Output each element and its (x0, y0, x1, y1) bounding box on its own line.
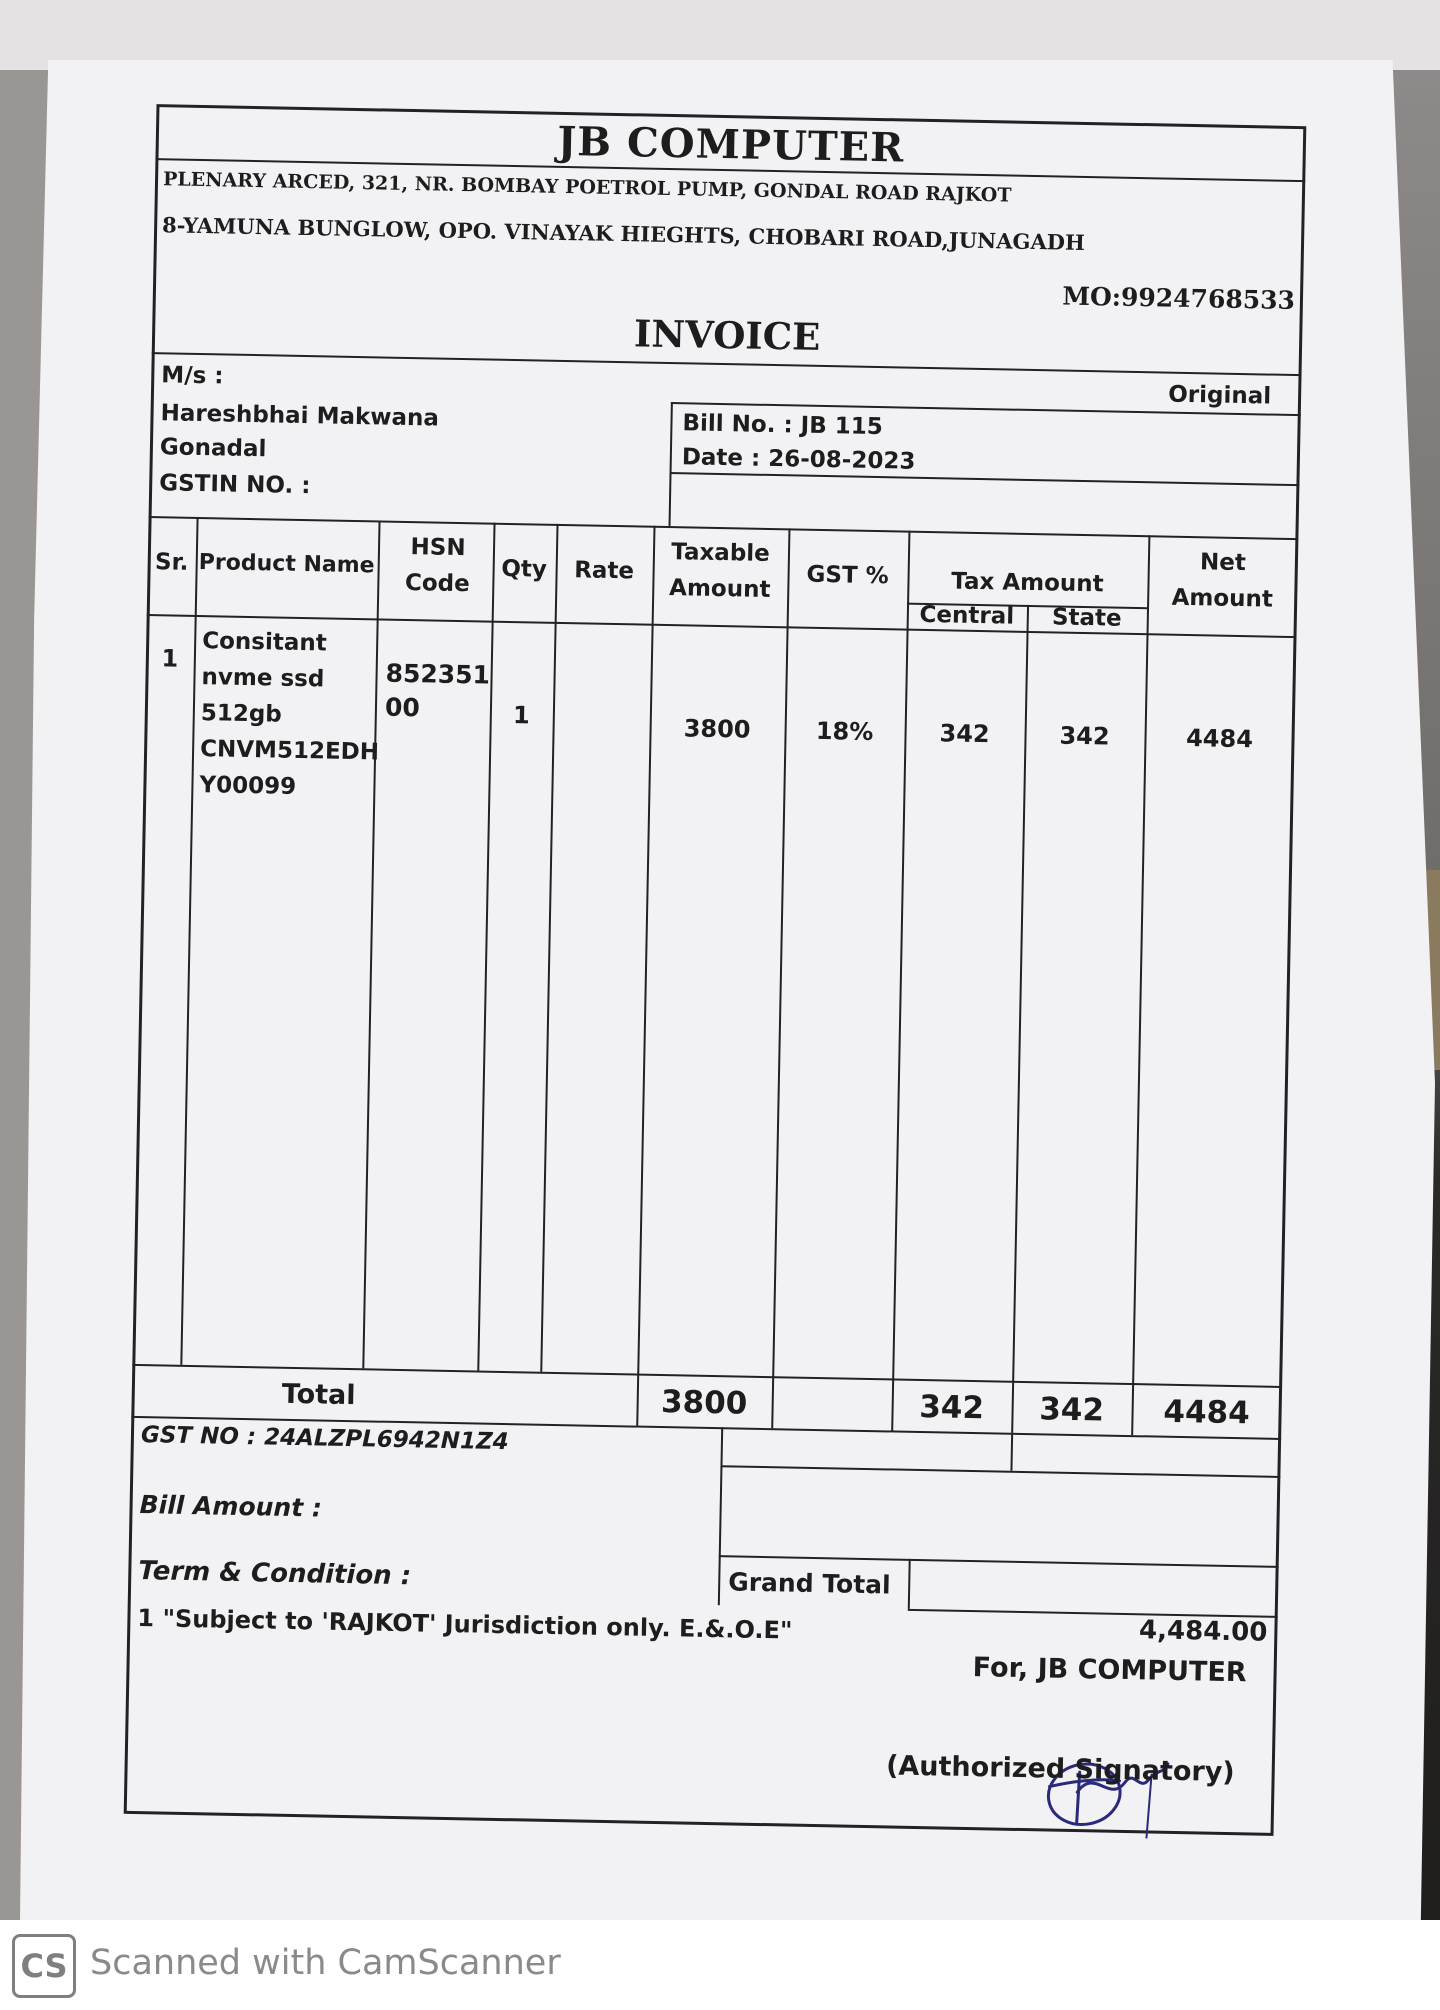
total-label: Total (281, 1378, 356, 1412)
camscanner-text: Scanned with CamScanner (90, 1943, 561, 1983)
row-qty: 1 (512, 701, 530, 730)
ms-label: M/s : (161, 362, 224, 390)
row-taxable: 3800 (683, 714, 751, 744)
header-rate: Rate (573, 557, 635, 585)
row-product-line: 512gb (200, 700, 283, 728)
copy-type: Original (1167, 381, 1272, 410)
header-tax-amount: Tax Amount (951, 568, 1104, 598)
total-central: 342 (918, 1389, 985, 1427)
shop-address-line1: PLENARY ARCED, 321, NR. BOMBAY POETROL PUMP, GONDAL ROAD RAJKOT (162, 168, 1012, 207)
for-company: For, JB COMPUTER (972, 1652, 1247, 1689)
camscanner-logo: CS (12, 1934, 76, 1998)
camscanner-footer (0, 1920, 1440, 2010)
document-title: INVOICE (633, 311, 821, 359)
grand-total-label: Grand Total (727, 1567, 891, 1600)
terms-text: 1 "Subject to 'RAJKOT' Jurisdiction only. E.&.O.E" (137, 1604, 793, 1645)
total-taxable: 3800 (660, 1384, 748, 1422)
header-gst: GST % (806, 561, 889, 590)
bill-amount-label: Bill Amount : (139, 1490, 323, 1523)
customer-name: Hareshbhai Makwana (160, 400, 440, 432)
row-net: 4484 (1185, 724, 1254, 754)
shop-mobile: MO:9924768533 (1062, 281, 1296, 316)
row-sr: 1 (161, 644, 179, 673)
row-gst: 18% (815, 716, 874, 746)
customer-city: Gonadal (159, 434, 267, 463)
row-central: 342 (939, 719, 990, 749)
header-net: Net Amount (1171, 549, 1274, 613)
header-hsn: HSN Code (404, 534, 470, 598)
gst-number: GST NO : 24ALZPL6942N1Z4 (140, 1422, 509, 1456)
row-state: 342 (1059, 721, 1110, 751)
header-qty: Qty (501, 555, 548, 583)
header-taxable: Taxable Amount (668, 539, 771, 603)
total-state: 342 (1038, 1391, 1105, 1429)
row-product-line: Y00099 (199, 772, 297, 800)
background-top (0, 0, 1440, 70)
row-product-line: Consitant (201, 628, 327, 657)
row-product (199, 623, 381, 806)
terms-label: Term & Condition : (138, 1556, 412, 1592)
signature (1038, 1731, 1180, 1844)
total-net: 4484 (1163, 1393, 1251, 1432)
row-hsn-line: 852351 (385, 658, 491, 690)
bill-date: Date : 26-08-2023 (681, 444, 916, 475)
authorized-signatory: (Authorized Signatory) (885, 1750, 1235, 1789)
gstin-label: GSTIN NO. : (158, 470, 311, 500)
row-hsn-line: 00 (384, 692, 421, 723)
grand-total-value: 4,484.00 (1138, 1615, 1268, 1648)
shop-name: JB COMPUTER (556, 117, 905, 172)
header-sr: Sr. (154, 549, 189, 576)
header-product: Product Name (198, 550, 375, 579)
row-hsn (385, 657, 491, 727)
invoice (124, 104, 1307, 1836)
row-product-line: CNVM512EDH (199, 736, 380, 766)
header-state: State (1051, 604, 1122, 632)
shop-address-line2: 8-YAMUNA BUNGLOW, OPO. VINAYAK HIEGHTS, CHOBARI ROAD,JUNAGADH (161, 212, 1086, 255)
row-product-line: nvme ssd (201, 664, 325, 693)
header-central: Central (919, 601, 1015, 630)
bill-number: Bill No. : JB 115 (682, 410, 883, 441)
